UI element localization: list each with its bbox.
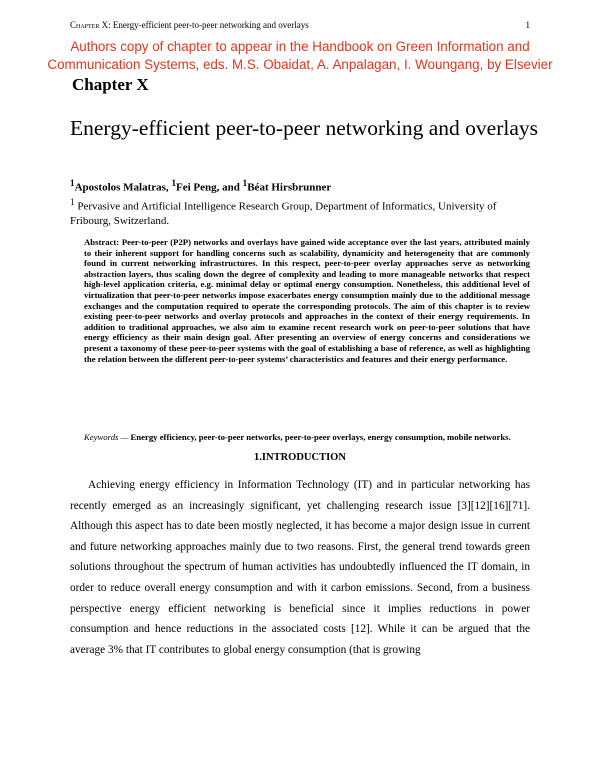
notice-line-1: Authors copy of chapter to appear in the Handbook on Green Information and bbox=[70, 39, 530, 54]
keywords bbox=[84, 432, 530, 443]
keywords-label: Keywords — bbox=[84, 432, 129, 442]
chapter-label: Chapter X bbox=[72, 75, 149, 94]
author-name: Fei Peng, and bbox=[176, 181, 243, 194]
abstract: Abstract: Peer-to-peer (P2P) networks and overlays have gained wide acceptance over the last years, attributed mainly to their inherent support for handling concerns such as scalability, dynamicity and heterogeneity that are commonly found in current networking infrastructures. In this respect, peer-to-peer overlay approaches serve as networking abstraction layers, thus scaling down the degree of complexity and leading to more manageable networks that respect high-level application criteria, e.g. minimal delay or optimal energy consumption. Nonetheless, this additional level of virtualization that peer-to-peer networks impose exacerbates energy consumption mainly due to the additional message exchanges and the computation required to operate the corresponding protocols. The aim of this chapter is to review existing peer-to-peer networks and overlay protocols and approaches in the context of their energy requirements. In addition to traditional approaches, we also aim to examine recent research work on peer-to-peer solutions that have energy efficiency as their main design goal. After presenting an overview of energy concerns and considerations we present a taxonomy of these peer-to-peer systems with the goal of establishing a base of reference, as well as highlighting the relation between the different peer-to-peer systems’ characteristics and features and their energy performance. bbox=[84, 237, 530, 364]
section-heading: 1.INTRODUCTION bbox=[254, 452, 346, 463]
body-paragraph: Achieving energy efficiency in Information Technology (IT) and in particular networking has recently emerged as an increasingly significant, yet challenging research issue [3][12][16][71]. Although this aspect has to date been mostly neglected, it has become a major design issue in current and future networking approaches mainly due to two reasons. First, the general trend towards green solutions throughout the spectrum of human activities has undoubtedly influenced the IT domain, in order to reduce overall energy consumption and with it carbon emissions. Second, from a business perspective energy efficient networking is beneficial since it implies reductions in power consumption and hence reductions in the associated costs [12]. While it can be argued that the average 3% that IT contributes to global energy consumption (that is growing bbox=[70, 479, 530, 656]
running-head-title-rest: X: Energy-efficient peer-to-peer networking and overlays bbox=[99, 20, 309, 30]
author-name: Apostolos Malatras, bbox=[74, 181, 172, 194]
author-affiliation-mark: 1 bbox=[70, 178, 75, 188]
author-list bbox=[70, 178, 331, 194]
chapter-title: Energy-efficient peer-to-peer networking and overlays bbox=[70, 116, 538, 140]
author-name: Béat Hirsbrunner bbox=[247, 181, 332, 194]
affiliation-text: Pervasive and Artificial Intelligence Research Group, Department of Informatics, University of Fribourg, Switzerland. bbox=[70, 200, 497, 227]
author-affiliation-mark: 1 bbox=[171, 178, 177, 188]
authors-copy-notice bbox=[0, 38, 600, 74]
keywords-text: Energy efficiency, peer-to-peer networks, peer-to-peer overlays, energy consumption, mobile networks. bbox=[128, 432, 511, 442]
running-head bbox=[70, 20, 530, 30]
affiliation-mark: 1 bbox=[70, 197, 75, 207]
page-number: 1 bbox=[525, 20, 530, 30]
author-affiliation-mark: 1 bbox=[242, 178, 248, 188]
notice-line-2: Communication Systems, eds. M.S. Obaidat, A. Anpalagan, I. Woungang, by Elsevier bbox=[47, 57, 553, 72]
running-head-title-prefix: Chapter bbox=[70, 20, 100, 30]
running-head-title bbox=[70, 20, 309, 30]
affiliation bbox=[70, 195, 530, 228]
